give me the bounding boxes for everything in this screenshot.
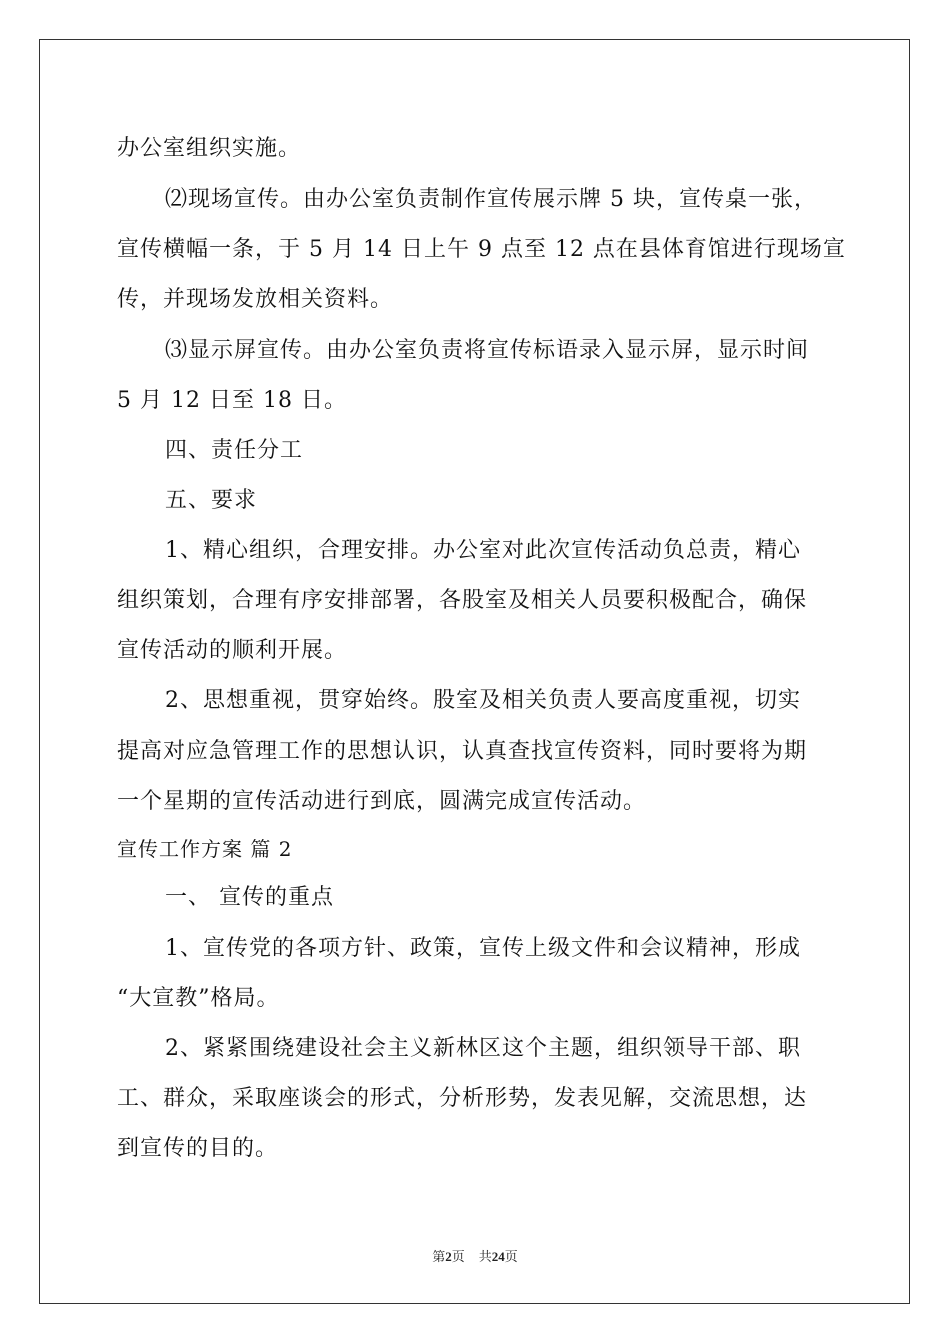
text-line: ⑶显示屏宣传。由办公室负责将宣传标语录入显示屏，显示时间: [165, 338, 810, 363]
text-line: 1、宣传党的各项方针、政策，宣传上级文件和会议精神，形成: [165, 936, 801, 961]
page-footer: [0, 1248, 950, 1266]
footer-total-suffix: 页: [504, 1249, 518, 1264]
footer-total-pages: 24: [491, 1249, 505, 1264]
text-line: 工、群众，采取座谈会的形式，分析形势，发表见解，交流思想，达: [117, 1086, 808, 1111]
text-line: 1、精心组织，合理安排。办公室对此次宣传活动负总责，精心: [165, 538, 801, 563]
text-line: 提高对应急管理工作的思想认识，认真查找宣传资料，同时要将为期: [117, 739, 808, 764]
document-title: 宣传工作方案 篇 2: [117, 837, 293, 861]
text-line: 组织策划，合理有序安排部署，各股室及相关人员要积极配合，确保: [117, 588, 808, 613]
text-line: 宣传横幅一条，于 5 月 14 日上午 9 点至 12 点在县体育馆进行现场宣: [117, 237, 846, 262]
text-line: ⑵现场宣传。由办公室负责制作宣传展示牌 5 块，宣传桌一张，: [165, 187, 817, 212]
text-line: 传，并现场发放相关资料。: [117, 287, 394, 312]
section-heading: 四、责任分工: [165, 438, 304, 463]
footer-page-suffix: 页: [451, 1249, 465, 1264]
section-heading: 五、要求: [165, 488, 258, 513]
text-line: 宣传活动的顺利开展。: [117, 638, 348, 663]
page-border: [39, 39, 910, 1304]
text-line: 5 月 12 日至 18 日。: [117, 388, 347, 413]
footer-page-number: 2: [445, 1249, 452, 1264]
text-line: 2、思想重视，贯穿始终。股室及相关负责人要高度重视，切实: [165, 688, 801, 713]
text-line: 办公室组织实施。: [117, 136, 302, 161]
footer-total-prefix: 共: [478, 1249, 492, 1264]
text-line: 到宣传的目的。: [117, 1136, 279, 1161]
text-line: 2、紧紧围绕建设社会主义新林区这个主题，组织领导干部、职: [165, 1036, 801, 1061]
section-heading: 一、 宣传的重点: [165, 885, 334, 910]
footer-page-prefix: 第: [432, 1249, 446, 1264]
text-line: “大宣教”格局。: [117, 986, 280, 1011]
text-line: 一个星期的宣传活动进行到底，圆满完成宣传活动。: [117, 789, 647, 814]
